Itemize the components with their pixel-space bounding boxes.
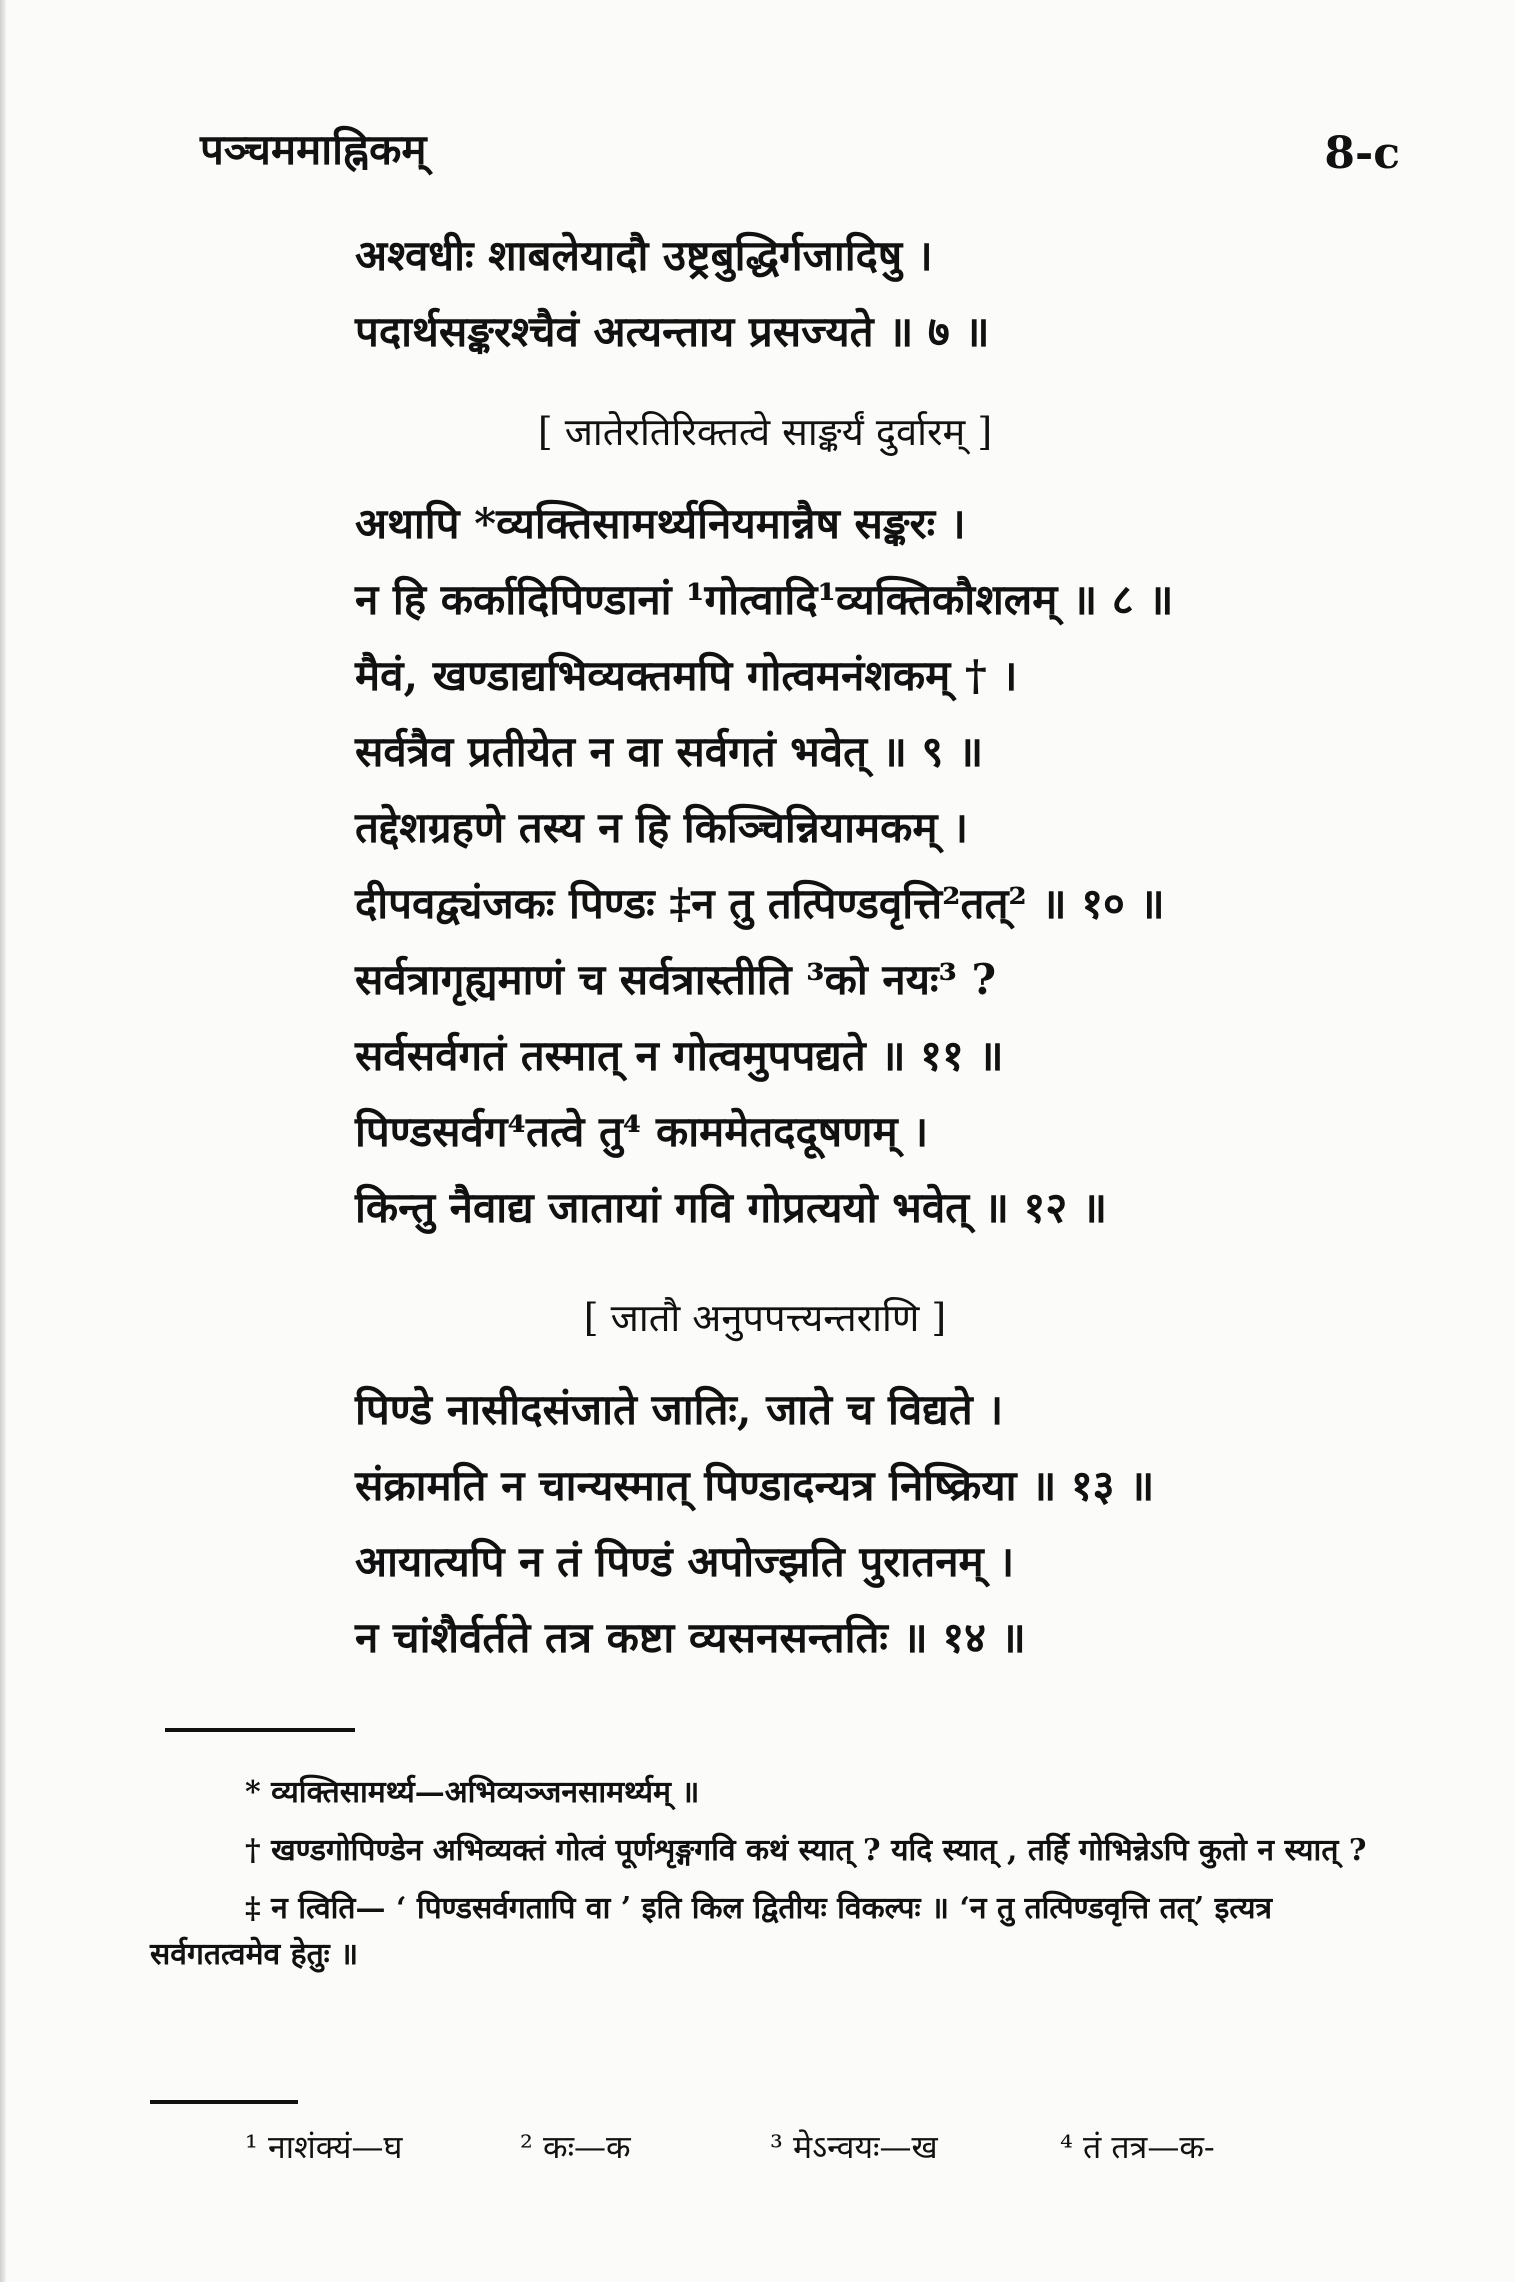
footnote-ddagger: ‡ न त्विति— ‘ पिण्डसर्वगतापि वा ’ इति किल द्वितीयः विकल्पः ॥ ‘न तु तत्पिण्डवृत्ति तत्’ इत्यत्र सर्वगतत्वमेव हेतुः ॥: [150, 1891, 1273, 1972]
scan-edge: [0, 0, 6, 2282]
verse-line: अश्वधीः शाबलेयादौ उष्ट्रबुद्धिर्गजादिषु ।: [355, 231, 933, 280]
verse-line: पिण्डे नासीदसंजाते जातिः, जाते च विद्यते ।: [355, 1385, 1004, 1434]
verse-line: दीपवद्व्यंजकः पिण्डः ‡न तु तत्पिण्डवृत्ति²तत्² ॥ १० ॥: [355, 879, 1165, 928]
footnote-separator: [165, 1728, 355, 1732]
verse-line: पदार्थसङ्करश्चैवं अत्यन्ताय प्रसज्यते ॥ ७ ॥: [355, 307, 990, 356]
page-number: 8-c: [1324, 128, 1400, 179]
variant-reading: ² कः—क: [520, 2128, 631, 2166]
verse-line: संक्रामति न चान्यस्मात् पिण्डादन्यत्र निष्क्रिया ॥ १३ ॥: [355, 1461, 1155, 1510]
variants-separator: [150, 2100, 298, 2104]
section-heading: [ जातेरतिरिक्तत्वे साङ्कर्यं दुर्वारम् ]: [537, 410, 993, 454]
verse-line: मैवं, खण्डाद्यभिव्यक्तमपि गोत्वमनंशकम् † ।: [355, 651, 1018, 700]
verse-line: तद्देशग्रहणे तस्य न हि किञ्चिन्नियामकम् ।: [355, 803, 969, 852]
footnotes: [150, 1770, 1380, 1978]
verse-line: आयात्यपि न तं पिण्डं अपोज्झति पुरातनम् ।: [355, 1537, 1015, 1586]
running-title: पञ्चममाह्निकम्: [200, 125, 427, 174]
verse-line: सर्वसर्वगतं तस्मात् न गोत्वमुपपद्यते ॥ ११ ॥: [355, 1031, 1004, 1080]
verse-line: सर्वत्रैव प्रतीयेत न वा सर्वगतं भवेत् ॥ ९ ॥: [355, 727, 984, 776]
verse-line: अथापि *व्यक्तिसामर्थ्यनियमान्नैष सङ्करः ।: [355, 499, 966, 548]
section-heading: [ जातौ अनुपपत्त्यन्तराणि ]: [583, 1296, 947, 1340]
footnote-dagger: † खण्डगोपिण्डेन अभिव्यक्तं गोत्वं पूर्णशृङ्गगवि कथं स्यात् ? यदि स्यात् , तर्हि गोभिन्नेऽपि कुतो न स्यात् ?: [245, 1833, 1367, 1868]
variant-reading: ⁴ तं तत्र—क-: [1060, 2128, 1215, 2166]
variant-readings: [150, 2125, 1380, 2185]
verse-line: न चांशैर्वर्तते तत्र कष्टा व्यसनसन्ततिः ॥ १४ ॥: [355, 1613, 1026, 1662]
variant-reading: ³ मेऽन्वयः—ख: [770, 2128, 938, 2166]
page-header: [200, 120, 1400, 200]
verse-line: न हि कर्कादिपिण्डानां ¹गोत्वादि¹व्यक्तिकौशलम् ॥ ८ ॥: [355, 575, 1174, 624]
verse-line: किन्तु नैवाद्य जातायां गवि गोप्रत्ययो भवेत् ॥ १२ ॥: [355, 1183, 1107, 1232]
variant-reading: ¹ नाशंक्यं—घ: [245, 2128, 403, 2166]
verse-block: [355, 225, 1405, 1669]
footnote-star: * व्यक्तिसामर्थ्य—अभिव्यञ्जनसामर्थ्यम् ॥: [245, 1775, 700, 1810]
verse-line: पिण्डसर्वग⁴तत्वे तु⁴ काममेतददूषणम् ।: [355, 1107, 929, 1156]
verse-line: सर्वत्रागृह्यमाणं च सर्वत्रास्तीति ³को नयः³ ?: [355, 955, 997, 1004]
